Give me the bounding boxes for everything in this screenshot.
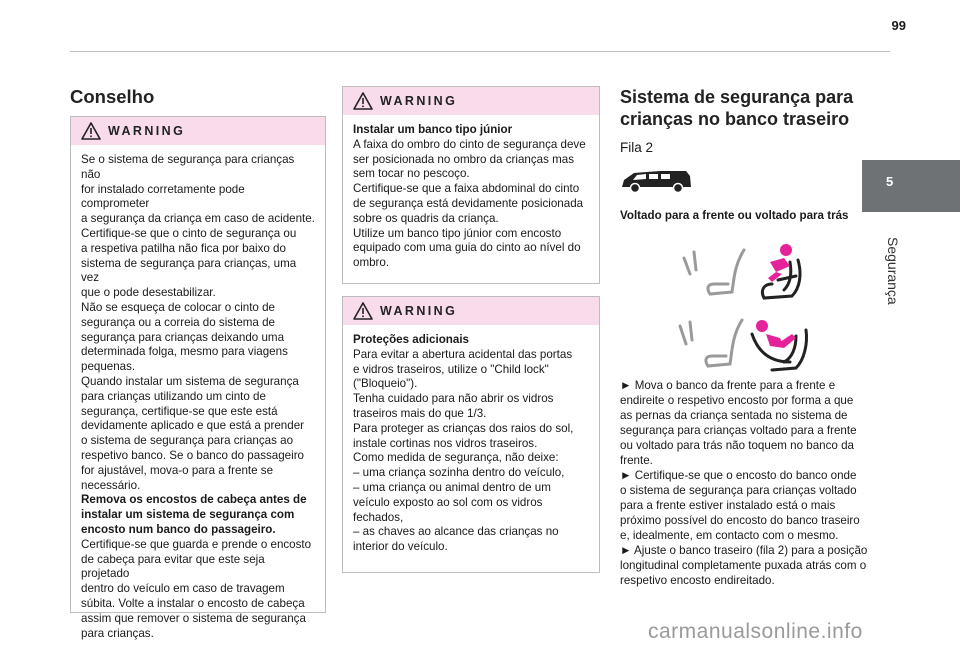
chapter-label [885, 235, 905, 335]
row-label: Fila 2 [620, 140, 654, 155]
text-line: instale cortinas nos vidros traseiros. [353, 436, 538, 450]
text-line: A faixa do ombro do cinto de segurança deve [353, 137, 586, 151]
text-line: encosto num banco do passageiro. [81, 522, 276, 536]
warning-triangle-icon [353, 92, 373, 110]
instruction-line: as pernas da criança sentada no sistema de [620, 409, 848, 422]
text-line: segurança, certifique-se que este está [81, 404, 278, 418]
text-line: equipado com uma guia do cinto ao nível do [353, 241, 581, 255]
title-line-1: Sistema de segurança para [620, 87, 854, 107]
text-line: Instalar um banco tipo júnior [353, 123, 513, 136]
text-line: Tenha cuidado para não abrir os vidros [353, 392, 554, 406]
chapter-tab[interactable] [862, 160, 960, 212]
warning-triangle-icon [353, 302, 373, 320]
text-line: Utilize um banco tipo júnior com encosto [353, 226, 562, 240]
warning-header [71, 117, 325, 145]
text-line: necessário. [81, 478, 141, 492]
text-line: dentro do veículo em caso de travagem [81, 582, 285, 596]
top-divider [70, 51, 890, 52]
text-line: determinada folga, mesmo para viagens [81, 345, 288, 359]
text-line: Certifique-se que o cinto de segurança ou [81, 226, 297, 240]
text-line: Para proteger as crianças dos raios do sol, [353, 421, 574, 435]
warning-body [343, 325, 599, 555]
chapter-number: 5 [886, 174, 894, 189]
text-line: ombro. [353, 256, 390, 270]
instruction-line: e, idealmente, em contacto com o mesmo. [620, 529, 839, 542]
warning-body [343, 115, 599, 271]
text-line: a respetiva patilha não fica por baixo do [81, 241, 286, 255]
instruction-line: endireite o respetivo encosto por forma a que [620, 394, 854, 407]
text-line: traseiros mais do que 1/3. [353, 406, 487, 420]
text-line: for instalado corretamente pode comprometer [81, 182, 245, 211]
text-line: Remova os encostos de cabeça antes de [81, 493, 307, 507]
text-line: segurança para crianças deixando uma [81, 330, 285, 344]
instruction-line: ► Mova o banco da frente para a frente e [620, 379, 836, 392]
instruction-line: ► Certifique-se que o encosto do banco onde [620, 469, 857, 482]
text-line: interior do veículo. [353, 540, 448, 554]
section-title-child-seat [620, 86, 870, 130]
warning-label: WARNING [380, 304, 458, 318]
warning-box-additional-protection [342, 296, 600, 573]
text-line: Se o sistema de segurança para crianças não [81, 153, 295, 181]
warning-header [343, 87, 599, 115]
text-line: for ajustável, mova-o para a frente se [81, 463, 274, 477]
text-line: Não se esqueça de colocar o cinto de [81, 300, 275, 314]
text-line: Como medida de segurança, não deixe: [353, 451, 559, 465]
text-line: – as chaves ao alcance das crianças no [353, 525, 559, 539]
text-line: ser posicionada no ombro da crianças mas [353, 152, 575, 166]
warning-box-installation [70, 116, 326, 640]
text-line: – uma criança ou animal dentro de um [353, 480, 551, 494]
warning-header [343, 297, 599, 325]
text-line: pequenas. [81, 360, 136, 374]
text-line: sem tocar no pescoço. [353, 167, 470, 181]
text-line: Certifique-se que a faixa abdominal do cinto [353, 182, 580, 196]
instruction-line: ► Ajuste o banco traseiro (fila 2) para a posição [620, 544, 868, 557]
warning-triangle-icon [81, 122, 101, 140]
instruction-line: para a frente estiver instalado está o mais [620, 499, 836, 512]
text-line: Para evitar a abertura acidental das portas [353, 347, 573, 361]
warning-box-junior-seat [342, 86, 600, 284]
instruction-line: respetivo encosto endireitado. [620, 574, 775, 587]
instruction-line: segurança para crianças voltado para a frente [620, 424, 857, 437]
instruction-line: próximo possível do encosto do banco traseiro [620, 514, 860, 527]
instruction-line: ou voltado para trás não toquem no banco da [620, 439, 854, 452]
warning-label: WARNING [108, 124, 186, 138]
text-line: segurança ou a correia do sistema de [81, 315, 275, 329]
instruction-line: o sistema de segurança para crianças voltado [620, 484, 857, 497]
text-line: instalar um sistema de segurança com [81, 508, 295, 522]
text-line: para crianças utilizando um cinto de [81, 389, 266, 403]
text-line: assim que remover o sistema de segurança [81, 611, 306, 625]
warning-label: WARNING [380, 94, 458, 108]
text-line: súbita. Volte a instalar o encosto de cabeça [81, 596, 305, 610]
van-icon [620, 168, 694, 194]
instruction-line: longitudinal completamente puxada atrás com o [620, 559, 867, 572]
text-line: fechados, [353, 510, 404, 524]
watermark: carmanualsonline.info [648, 620, 863, 643]
forward-facing-seat-illustration [672, 240, 812, 302]
text-line: de cabeça para evitar que este seja projetado [81, 552, 265, 581]
text-line: para crianças. [81, 626, 154, 640]
title-line-2: crianças no banco traseiro [620, 109, 850, 129]
text-line: a segurança da criança em caso de acidente. [81, 212, 315, 226]
text-line: sobre os quadris da criança. [353, 211, 499, 225]
page-number: 99 [891, 18, 906, 33]
text-line: sistema de segurança para crianças, uma vez [81, 256, 297, 285]
text-line: e vidros traseiros, utilize o "Child lock" [353, 362, 549, 376]
warning-body [71, 145, 325, 641]
text-line: Quando instalar um sistema de segurança [81, 374, 299, 388]
text-line: o sistema de segurança para crianças ao [81, 434, 294, 448]
orientation-subtitle: Voltado para a frente ou voltado para trás [620, 209, 849, 222]
text-line: ("Bloqueio"). [353, 377, 418, 391]
text-line: devidamente aplicado e que está a prender [81, 419, 305, 433]
text-line: de segurança está devidamente posicionada [353, 196, 584, 210]
section-title-conselho: Conselho [70, 86, 155, 107]
text-line: veículo exposto ao sol com os vidros [353, 495, 543, 509]
text-line: Certifique-se que guarda e prende o encosto [81, 537, 312, 551]
rear-facing-seat-illustration [672, 312, 812, 376]
text-line: Proteções adicionais [353, 333, 469, 346]
text-line: – uma criança sozinha dentro do veículo, [353, 466, 565, 480]
chapter-label-text: Segurança [885, 237, 901, 305]
text-line: respetivo banco. Se o banco do passageiro [81, 448, 305, 462]
instructions-text [620, 378, 872, 588]
instruction-line: frente. [620, 454, 653, 467]
text-line: que o pode desestabilizar. [81, 286, 216, 300]
